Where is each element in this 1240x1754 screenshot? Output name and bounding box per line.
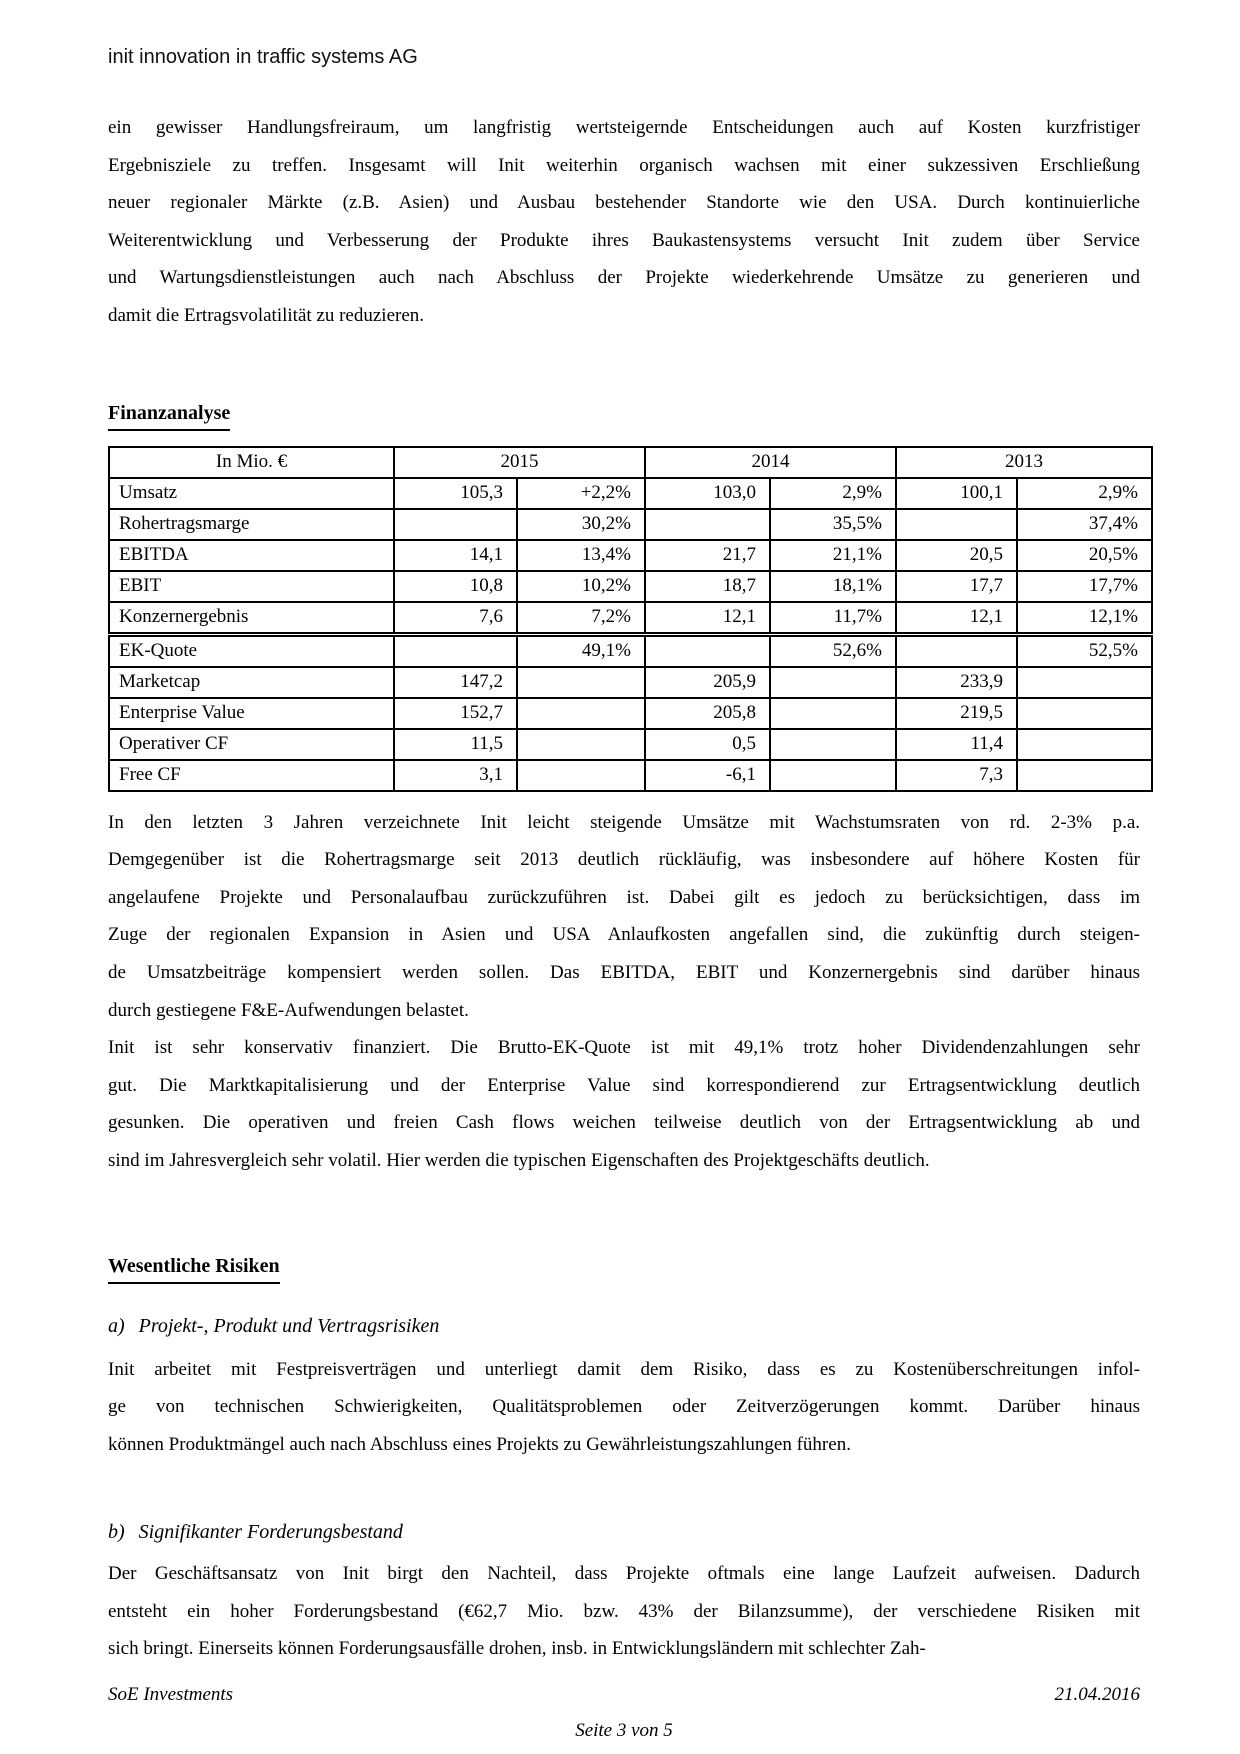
table-cell: 35,5% xyxy=(770,509,896,540)
table-cell: 147,2 xyxy=(394,667,517,698)
text-line: de Umsatzbeiträge kompensiert werden sollen. Das EBITDA, EBIT und Konzernergebnis sind darüber hinaus xyxy=(108,961,1140,983)
paragraph-strategy xyxy=(108,109,1140,335)
text-line: und Wartungsdienstleistungen auch nach Abschluss der Projekte wiederkehrende Umsätze zu generieren und xyxy=(108,267,1140,289)
row-label: EK-Quote xyxy=(109,634,394,667)
text-line: können Produktmängel auch nach Abschluss eines Projekts zu Gewährleistungszahlungen führen. xyxy=(108,1433,851,1455)
table-cell: 20,5% xyxy=(1017,540,1152,571)
table-cell: 100,1 xyxy=(896,478,1017,509)
table-cell: 10,2% xyxy=(517,571,645,602)
table-cell: 0,5 xyxy=(645,729,770,760)
table-cell: 219,5 xyxy=(896,698,1017,729)
table-cell: +2,2% xyxy=(517,478,645,509)
paragraph-risk-b xyxy=(108,1555,1140,1668)
text-line: gut. Die Marktkapitalisierung und der Enterprise Value sind korrespondierend zur Ertragsentwicklung deutlich xyxy=(108,1074,1140,1096)
text-line: gesunken. Die operativen und freien Cash flows weichen teilweise deutlich von der Ertragsentwicklung ab und xyxy=(108,1112,1140,1134)
table-cell: 12,1 xyxy=(896,602,1017,635)
table-cell: 37,4% xyxy=(1017,509,1152,540)
section-title: Wesentliche Risiken xyxy=(108,1252,280,1284)
table-cell: 52,5% xyxy=(1017,634,1152,667)
table-row xyxy=(109,602,1152,635)
table-row xyxy=(109,509,1152,540)
table-cell: 18,1% xyxy=(770,571,896,602)
text-line: damit die Ertragsvolatilität zu reduzieren. xyxy=(108,304,425,326)
row-label: Free CF xyxy=(109,760,394,791)
table-cell: 2,9% xyxy=(770,478,896,509)
table-cell xyxy=(394,634,517,667)
text-line: ein gewisser Handlungsfreiraum, um langfristig wertsteigernde Entscheidungen auch auf Kosten kurzfristiger xyxy=(108,117,1140,138)
table-cell: 103,0 xyxy=(645,478,770,509)
subheading-prefix: a) xyxy=(108,1314,125,1337)
table-cell: 52,6% xyxy=(770,634,896,667)
text-line: sind im Jahresvergleich sehr volatil. Hier werden die typischen Eigenschaften des Projektgeschäfts deutlich. xyxy=(108,1149,930,1171)
table-cell: 205,8 xyxy=(645,698,770,729)
table-cell xyxy=(517,760,645,791)
table-row xyxy=(109,540,1152,571)
table-row xyxy=(109,729,1152,760)
subheading-title: Projekt-, Produkt und Vertragsrisiken xyxy=(138,1314,440,1337)
table-cell: 11,4 xyxy=(896,729,1017,760)
table-unit-header: In Mio. € xyxy=(109,447,394,478)
table-cell: 11,7% xyxy=(770,602,896,635)
table-cell xyxy=(645,634,770,667)
text-line: neuer regionaler Märkte (z.B. Asien) und Ausbau bestehender Standorte wie den USA. Durch kontinuierliche xyxy=(108,192,1140,214)
table-year-header: 2015 xyxy=(394,447,645,478)
table-cell: 30,2% xyxy=(517,509,645,540)
paragraph-risk-a xyxy=(108,1351,1140,1464)
table-cell: 13,4% xyxy=(517,540,645,571)
section-heading-finanzanalyse xyxy=(108,399,1140,431)
table-cell: 3,1 xyxy=(394,760,517,791)
text-line: sich bringt. Einerseits können Forderungsausfälle drohen, insb. in Entwicklungsländern mit schlechter Zah- xyxy=(108,1638,926,1660)
table-cell xyxy=(770,667,896,698)
text-line: entsteht ein hoher Forderungsbestand (€62,7 Mio. bzw. 43% der Bilanzsumme), der verschiedene Risiken mit xyxy=(108,1600,1140,1622)
subheading-risk-a xyxy=(108,1313,1140,1339)
table-row xyxy=(109,698,1152,729)
text-line: Ergebnisziele zu treffen. Insgesamt will Init weiterhin organisch wachsen mit einer sukzessiven Erschließung xyxy=(108,154,1140,176)
subheading-title: Signifikanter Forderungsbestand xyxy=(138,1521,403,1544)
row-label: EBITDA xyxy=(109,540,394,571)
text-line: ge von technischen Schwierigkeiten, Qualitätsproblemen oder Zeitverzögerungen kommt. Darüber hinaus xyxy=(108,1396,1140,1418)
paragraph-analysis-2 xyxy=(108,1029,1140,1179)
table-cell: -6,1 xyxy=(645,760,770,791)
footer-author: SoE Investments xyxy=(108,1684,234,1706)
row-label: Rohertragsmarge xyxy=(109,509,394,540)
table-year-header: 2014 xyxy=(645,447,896,478)
table-cell: 20,5 xyxy=(896,540,1017,571)
subheading-risk-b xyxy=(108,1519,1140,1545)
table-cell: 7,6 xyxy=(394,602,517,635)
page-number: Seite 3 von 5 xyxy=(575,1720,673,1742)
table-row xyxy=(109,478,1152,509)
subheading-prefix: b) xyxy=(108,1521,125,1544)
table-cell: 11,5 xyxy=(394,729,517,760)
text-line: Weiterentwicklung und Verbesserung der Produkte ihres Baukastensystems versucht Init zudem über Service xyxy=(108,229,1140,251)
row-label: Konzernergebnis xyxy=(109,602,394,635)
table-cell xyxy=(896,634,1017,667)
table-cell xyxy=(896,509,1017,540)
table-cell: 14,1 xyxy=(394,540,517,571)
table-row xyxy=(109,667,1152,698)
text-line: Init ist sehr konservativ finanziert. Die Brutto-EK-Quote ist mit 49,1% trotz hoher Dividendenzahlungen sehr xyxy=(108,1037,1140,1059)
table-cell xyxy=(1017,667,1152,698)
table-cell xyxy=(394,509,517,540)
text-line: angelaufene Projekte und Personalaufbau zurückzuführen ist. Dabei gilt es jedoch zu berücksichtigen, dass im xyxy=(108,886,1140,908)
table-cell: 152,7 xyxy=(394,698,517,729)
table-cell: 10,8 xyxy=(394,571,517,602)
table-cell xyxy=(770,760,896,791)
table-cell xyxy=(517,729,645,760)
table-cell xyxy=(770,698,896,729)
table-cell: 18,7 xyxy=(645,571,770,602)
table-cell: 17,7 xyxy=(896,571,1017,602)
table-cell xyxy=(1017,698,1152,729)
row-label: Marketcap xyxy=(109,667,394,698)
table-cell: 21,7 xyxy=(645,540,770,571)
footer-date: 21.04.2016 xyxy=(1054,1684,1140,1706)
table-cell xyxy=(770,729,896,760)
table-cell xyxy=(1017,729,1152,760)
table-cell: 49,1% xyxy=(517,634,645,667)
text-line: Zuge der regionalen Expansion in Asien und USA Anlaufkosten angefallen sind, die zukünftig durch steigen- xyxy=(108,924,1140,946)
section-heading-risiken xyxy=(108,1252,1140,1284)
row-label: Enterprise Value xyxy=(109,698,394,729)
table-cell: 17,7% xyxy=(1017,571,1152,602)
table-row xyxy=(109,760,1152,791)
section-title: Finanzanalyse xyxy=(108,399,230,431)
table-cell: 233,9 xyxy=(896,667,1017,698)
table-cell: 7,3 xyxy=(896,760,1017,791)
table-cell xyxy=(517,667,645,698)
financial-table xyxy=(108,446,1153,792)
table-cell: 2,9% xyxy=(1017,478,1152,509)
table-row xyxy=(109,571,1152,602)
table-cell xyxy=(645,509,770,540)
text-line: Demgegenüber ist die Rohertragsmarge seit 2013 deutlich rückläufig, was insbesondere auf höhere Kosten für xyxy=(108,849,1140,871)
text-line: In den letzten 3 Jahren verzeichnete Init leicht steigende Umsätze mit Wachstumsraten von rd. 2-3% p.a. xyxy=(108,811,1140,833)
table-cell: 205,9 xyxy=(645,667,770,698)
table-header-row xyxy=(109,447,1152,478)
paragraph-analysis-1 xyxy=(108,804,1140,1030)
table-cell xyxy=(1017,760,1152,791)
row-label: Operativer CF xyxy=(109,729,394,760)
row-label: Umsatz xyxy=(109,478,394,509)
table-cell: 12,1 xyxy=(645,602,770,635)
table-cell: 7,2% xyxy=(517,602,645,635)
row-label: EBIT xyxy=(109,571,394,602)
table-year-header: 2013 xyxy=(896,447,1152,478)
table-cell: 105,3 xyxy=(394,478,517,509)
table-cell: 12,1% xyxy=(1017,602,1152,635)
text-line: Der Geschäftsansatz von Init birgt den Nachteil, dass Projekte oftmals eine lange Laufzeit aufweisen. Dadurch xyxy=(108,1563,1140,1585)
text-line: Init arbeitet mit Festpreisverträgen und unterliegt damit dem Risiko, dass es zu Kostenüberschreitungen infol- xyxy=(108,1358,1140,1380)
table-cell: 21,1% xyxy=(770,540,896,571)
table-cell xyxy=(517,698,645,729)
company-header: init innovation in traffic systems AG xyxy=(108,46,418,68)
page-footer xyxy=(108,1684,1140,1706)
table-row xyxy=(109,634,1152,667)
text-line: durch gestiegene F&E-Aufwendungen belastet. xyxy=(108,999,469,1021)
